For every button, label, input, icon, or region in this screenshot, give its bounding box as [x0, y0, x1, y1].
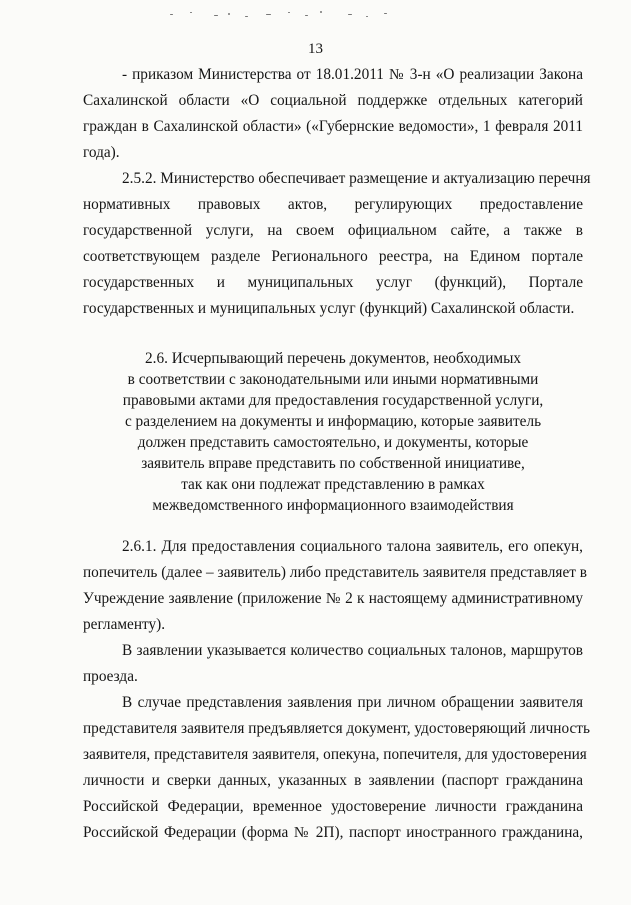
page-number: 13 — [308, 41, 323, 57]
text-line: соответствующем разделе Регионального реестра, на Едином портале — [83, 248, 583, 265]
section-heading-line: заявитель вправе представить по собственной инициативе, — [141, 455, 525, 472]
text-line: государственной услуги, на своем официальном сайте, а также в — [83, 222, 583, 239]
text-line: Учреждение заявление (приложение № 2 к настоящему административному — [83, 590, 583, 607]
text-line: Российской Федерации (форма № 2П), паспорт иностранного гражданина, — [83, 824, 583, 841]
section-heading-line: правовыми актами для предоставления государственной услуги, — [122, 392, 544, 409]
text-line: государственных и муниципальных услуг (функций) Сахалинской области. — [83, 300, 575, 317]
text-line: проезда. — [83, 668, 138, 685]
text-line: 2.6.1. Для предоставления социального талона заявитель, его опекун, — [122, 538, 583, 555]
section-heading-line: так как они подлежат представлению в рамках — [181, 476, 485, 493]
text-line: личности и сверки данных, указанных в заявлении (паспорт гражданина — [83, 772, 583, 789]
text-line: государственных и муниципальных услуг (функций), Портале — [83, 274, 583, 291]
text-line: заявителя, представителя заявителя, опекуна, попечителя, для удостоверения — [83, 746, 587, 763]
text-line: граждан в Сахалинской области» («Губернские ведомости», 1 февраля 2011 — [83, 118, 583, 135]
text-line: регламенту). — [83, 616, 166, 633]
text-line: представителя заявителя предъявляется документ, удостоверяющий личность — [83, 720, 590, 737]
text-line: попечитель (далее – заявитель) либо представитель заявителя представляет в — [83, 564, 587, 581]
section-heading-line: должен представить самостоятельно, и документы, которые — [137, 434, 529, 451]
scan-noise — [170, 8, 400, 22]
section-heading-line: межведомственного информационного взаимодействия — [152, 497, 514, 514]
text-line: 2.5.2. Министерство обеспечивает размещение и актуализацию перечня — [122, 170, 591, 187]
text-line: - приказом Министерства от 18.01.2011 № 3-н «О реализации Закона — [122, 66, 583, 83]
text-line: нормативных правовых актов, регулирующих предоставление — [83, 196, 583, 213]
text-line: В случае представления заявления при личном обращении заявителя — [122, 694, 583, 711]
text-line: Российской Федерации, временное удостоверение личности гражданина — [83, 798, 583, 815]
section-heading-line: с разделением на документы и информацию, которые заявитель — [124, 413, 542, 430]
section-heading-line: в соответствии с законодательными или иными нормативными — [127, 371, 539, 388]
text-line: Сахалинской области «О социальной поддержке отдельных категорий — [83, 92, 583, 109]
section-heading-line: 2.6. Исчерпывающий перечень документов, необходимых — [144, 350, 522, 367]
text-line: года). — [83, 144, 120, 161]
text-line: В заявлении указывается количество социальных талонов, маршрутов — [122, 642, 583, 659]
